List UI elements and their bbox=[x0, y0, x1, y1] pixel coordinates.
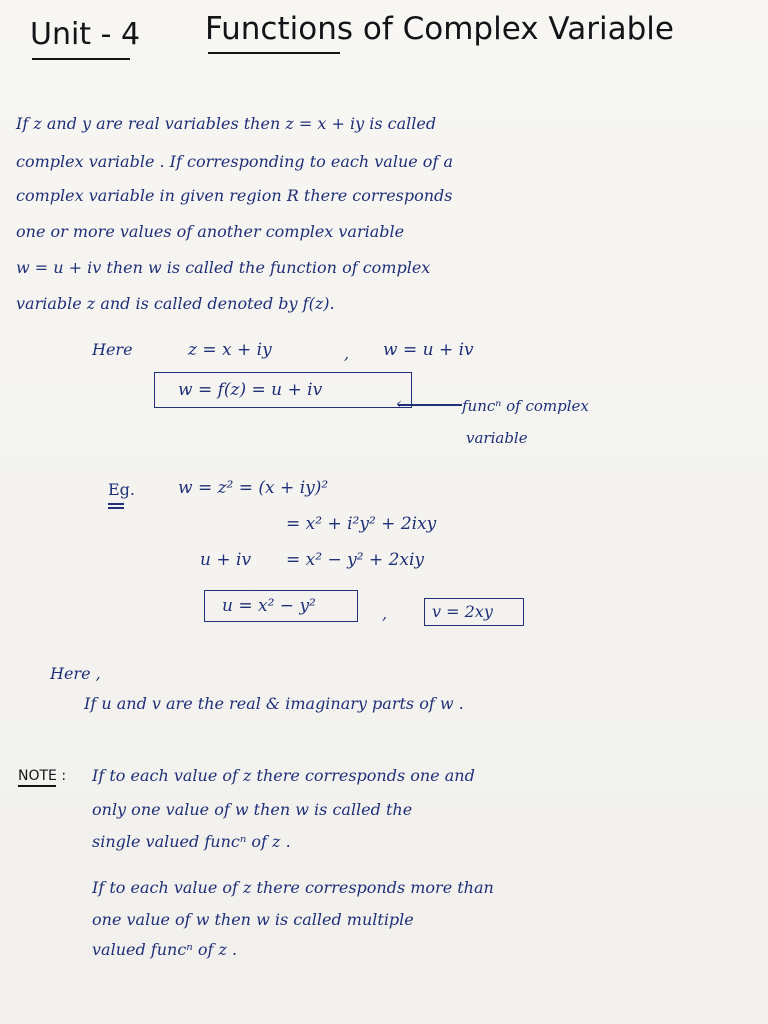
function-note-line-2: variable bbox=[466, 429, 528, 447]
definition-line-4: one or more values of another complex variable bbox=[16, 222, 405, 241]
note-label: NOTE : bbox=[18, 768, 67, 784]
page-title: Functions of Complex Variable bbox=[205, 11, 674, 47]
note-underline bbox=[18, 785, 56, 787]
v-result: v = 2xy bbox=[432, 602, 493, 621]
w-definition: w = u + iv bbox=[383, 340, 474, 360]
example-line-1: w = z² = (x + iy)² bbox=[178, 478, 329, 498]
annotation-arrow bbox=[398, 404, 462, 406]
unit-label: Unit - 4 bbox=[30, 17, 141, 52]
example-label: Eg. bbox=[108, 480, 136, 499]
arrow-head-icon: ‹ bbox=[396, 396, 402, 412]
definition-line-2: complex variable . If corresponding to each value of a bbox=[16, 152, 453, 171]
example-line-3: = x² − y² + 2xiy bbox=[286, 550, 425, 570]
here-label: Here bbox=[92, 340, 133, 359]
note-line-3: single valued funcⁿ of z . bbox=[92, 832, 291, 851]
unit-underline bbox=[32, 58, 130, 60]
note-line-1: If to each value of z there corresponds one and bbox=[92, 766, 475, 785]
definition-line-6: variable z and is called denoted by f(z). bbox=[16, 294, 335, 313]
example-lhs: u + iv bbox=[200, 550, 252, 570]
note2-line-2: one value of w then w is called multiple bbox=[92, 910, 414, 929]
function-equation: w = f(z) = u + iv bbox=[178, 380, 323, 400]
result-comma: , bbox=[382, 604, 388, 623]
note-line-2: only one value of w then w is called the bbox=[92, 800, 413, 819]
u-result: u = x² − y² bbox=[222, 596, 316, 616]
definition-line-5: w = u + iv then w is called the function of complex bbox=[16, 258, 431, 277]
here2-label: Here , bbox=[50, 664, 101, 683]
note2-line-3: valued funcⁿ of z . bbox=[92, 940, 238, 959]
here-comma: , bbox=[344, 344, 350, 363]
function-note-line-1: funcⁿ of complex bbox=[462, 397, 589, 415]
example-underline-1 bbox=[108, 503, 124, 505]
example-underline-2 bbox=[108, 507, 124, 509]
definition-line-1: If z and y are real variables then z = x + iy is called bbox=[16, 114, 437, 133]
z-definition: z = x + iy bbox=[188, 340, 272, 360]
here2-sentence: If u and v are the real & imaginary parts of w . bbox=[84, 694, 464, 713]
note2-line-1: If to each value of z there corresponds more than bbox=[92, 878, 494, 897]
example-line-2: = x² + i²y² + 2ixy bbox=[286, 514, 437, 534]
title-underline bbox=[208, 52, 340, 54]
definition-line-3: complex variable in given region R there corresponds bbox=[16, 186, 453, 205]
